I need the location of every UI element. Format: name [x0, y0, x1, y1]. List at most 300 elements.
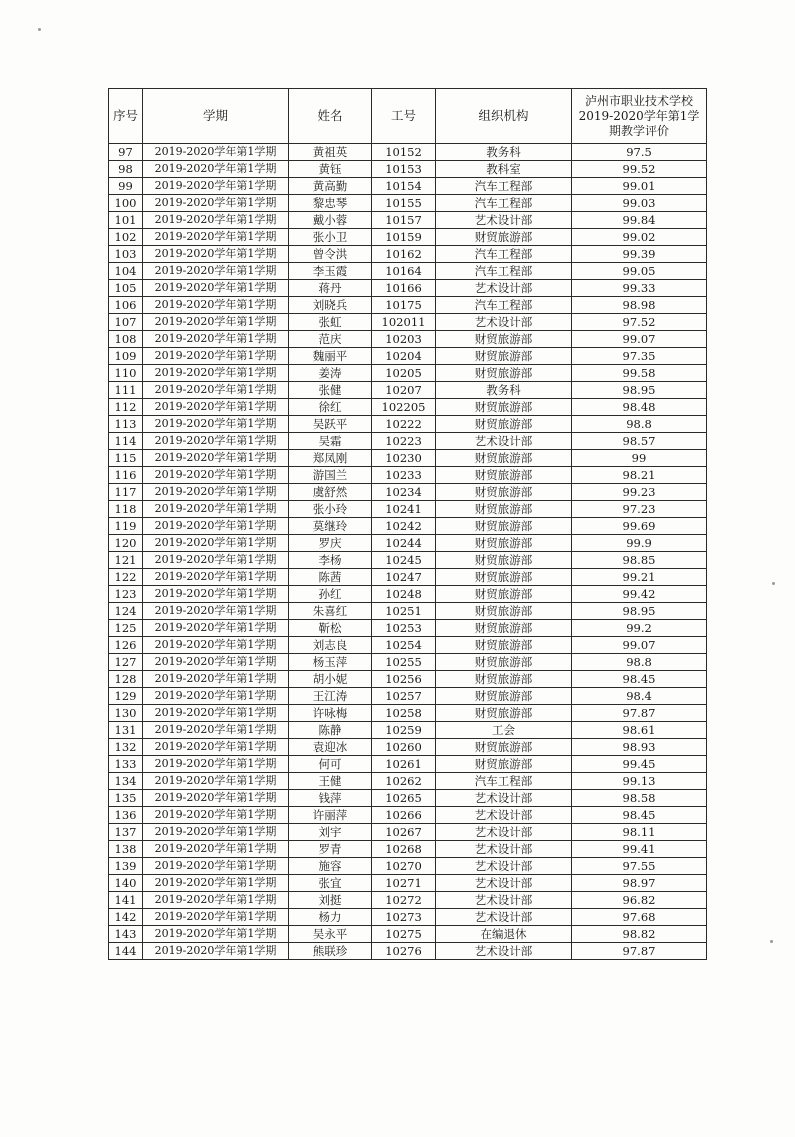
cell-org: 教务科	[436, 382, 572, 399]
cell-score: 98.82	[572, 926, 707, 943]
table-row	[109, 875, 707, 892]
cell-no: 100	[109, 195, 143, 212]
cell-org: 艺术设计部	[436, 892, 572, 909]
cell-id: 10205	[372, 365, 436, 382]
cell-name: 张虹	[289, 314, 372, 331]
cell-id: 10234	[372, 484, 436, 501]
cell-name: 张小卫	[289, 229, 372, 246]
cell-no: 120	[109, 535, 143, 552]
cell-term: 2019-2020学年第1学期	[143, 535, 289, 552]
table-row	[109, 450, 707, 467]
cell-score: 99.23	[572, 484, 707, 501]
cell-no: 137	[109, 824, 143, 841]
cell-name: 钱萍	[289, 790, 372, 807]
cell-id: 10253	[372, 620, 436, 637]
cell-score: 98.8	[572, 654, 707, 671]
cell-id: 10155	[372, 195, 436, 212]
table-row	[109, 892, 707, 909]
cell-name: 罗青	[289, 841, 372, 858]
cell-org: 财贸旅游部	[436, 569, 572, 586]
cell-term: 2019-2020学年第1学期	[143, 637, 289, 654]
cell-id: 10259	[372, 722, 436, 739]
cell-term: 2019-2020学年第1学期	[143, 807, 289, 824]
cell-no: 123	[109, 586, 143, 603]
cell-id: 10262	[372, 773, 436, 790]
cell-term: 2019-2020学年第1学期	[143, 212, 289, 229]
cell-score: 99	[572, 450, 707, 467]
cell-org: 财贸旅游部	[436, 467, 572, 484]
cell-score: 99.2	[572, 620, 707, 637]
cell-no: 143	[109, 926, 143, 943]
cell-term: 2019-2020学年第1学期	[143, 331, 289, 348]
table-row	[109, 467, 707, 484]
cell-org: 艺术设计部	[436, 314, 572, 331]
cell-id: 10271	[372, 875, 436, 892]
cell-score: 99.39	[572, 246, 707, 263]
cell-score: 97.87	[572, 943, 707, 960]
cell-id: 10272	[372, 892, 436, 909]
cell-score: 99.33	[572, 280, 707, 297]
cell-score: 97.5	[572, 144, 707, 161]
cell-score: 96.82	[572, 892, 707, 909]
table-row	[109, 569, 707, 586]
cell-name: 黄祖英	[289, 144, 372, 161]
scan-speck	[38, 28, 41, 31]
cell-term: 2019-2020学年第1学期	[143, 365, 289, 382]
cell-no: 144	[109, 943, 143, 960]
cell-score: 97.23	[572, 501, 707, 518]
cell-id: 10245	[372, 552, 436, 569]
cell-org: 艺术设计部	[436, 790, 572, 807]
cell-no: 105	[109, 280, 143, 297]
cell-name: 戴小蓉	[289, 212, 372, 229]
table-row	[109, 637, 707, 654]
cell-term: 2019-2020学年第1学期	[143, 280, 289, 297]
cell-no: 127	[109, 654, 143, 671]
cell-org: 财贸旅游部	[436, 229, 572, 246]
cell-score: 99.21	[572, 569, 707, 586]
cell-id: 10162	[372, 246, 436, 263]
cell-score: 98.45	[572, 807, 707, 824]
table-row	[109, 909, 707, 926]
cell-name: 罗庆	[289, 535, 372, 552]
header-id: 工号	[372, 89, 436, 144]
cell-term: 2019-2020学年第1学期	[143, 756, 289, 773]
cell-org: 汽车工程部	[436, 297, 572, 314]
cell-term: 2019-2020学年第1学期	[143, 620, 289, 637]
cell-id: 10175	[372, 297, 436, 314]
cell-no: 121	[109, 552, 143, 569]
cell-org: 汽车工程部	[436, 263, 572, 280]
cell-id: 10256	[372, 671, 436, 688]
cell-id: 10258	[372, 705, 436, 722]
cell-id: 10276	[372, 943, 436, 960]
cell-org: 汽车工程部	[436, 773, 572, 790]
cell-name: 杨玉萍	[289, 654, 372, 671]
cell-org: 在编退休	[436, 926, 572, 943]
cell-name: 许丽萍	[289, 807, 372, 824]
cell-name: 徐红	[289, 399, 372, 416]
cell-org: 艺术设计部	[436, 909, 572, 926]
cell-name: 莫继玲	[289, 518, 372, 535]
cell-name: 刘挺	[289, 892, 372, 909]
cell-name: 张宜	[289, 875, 372, 892]
table-row	[109, 790, 707, 807]
cell-id: 10207	[372, 382, 436, 399]
table-row	[109, 501, 707, 518]
cell-no: 107	[109, 314, 143, 331]
cell-org: 财贸旅游部	[436, 688, 572, 705]
cell-no: 142	[109, 909, 143, 926]
header-name: 姓名	[289, 89, 372, 144]
cell-term: 2019-2020学年第1学期	[143, 246, 289, 263]
cell-term: 2019-2020学年第1学期	[143, 399, 289, 416]
cell-term: 2019-2020学年第1学期	[143, 484, 289, 501]
cell-org: 艺术设计部	[436, 943, 572, 960]
cell-no: 99	[109, 178, 143, 195]
cell-org: 汽车工程部	[436, 195, 572, 212]
cell-score: 98.58	[572, 790, 707, 807]
cell-org: 艺术设计部	[436, 858, 572, 875]
cell-no: 136	[109, 807, 143, 824]
cell-name: 郑凤刚	[289, 450, 372, 467]
cell-id: 10267	[372, 824, 436, 841]
table-row	[109, 773, 707, 790]
cell-no: 125	[109, 620, 143, 637]
cell-id: 10248	[372, 586, 436, 603]
cell-score: 99.02	[572, 229, 707, 246]
cell-score: 99.05	[572, 263, 707, 280]
cell-id: 10166	[372, 280, 436, 297]
cell-no: 118	[109, 501, 143, 518]
cell-term: 2019-2020学年第1学期	[143, 433, 289, 450]
cell-term: 2019-2020学年第1学期	[143, 314, 289, 331]
cell-no: 122	[109, 569, 143, 586]
cell-score: 97.35	[572, 348, 707, 365]
cell-name: 孙红	[289, 586, 372, 603]
table-body	[109, 144, 707, 960]
cell-no: 101	[109, 212, 143, 229]
table-row	[109, 399, 707, 416]
cell-name: 黄钰	[289, 161, 372, 178]
cell-name: 李杨	[289, 552, 372, 569]
cell-org: 财贸旅游部	[436, 620, 572, 637]
cell-score: 97.52	[572, 314, 707, 331]
cell-term: 2019-2020学年第1学期	[143, 841, 289, 858]
cell-org: 艺术设计部	[436, 824, 572, 841]
cell-no: 133	[109, 756, 143, 773]
cell-name: 何可	[289, 756, 372, 773]
cell-score: 98.85	[572, 552, 707, 569]
cell-no: 109	[109, 348, 143, 365]
cell-no: 134	[109, 773, 143, 790]
cell-term: 2019-2020学年第1学期	[143, 178, 289, 195]
cell-score: 99.01	[572, 178, 707, 195]
cell-no: 108	[109, 331, 143, 348]
cell-term: 2019-2020学年第1学期	[143, 144, 289, 161]
cell-score: 98.4	[572, 688, 707, 705]
cell-name: 靳松	[289, 620, 372, 637]
cell-no: 98	[109, 161, 143, 178]
cell-id: 10273	[372, 909, 436, 926]
cell-name: 杨力	[289, 909, 372, 926]
cell-name: 王健	[289, 773, 372, 790]
table-row	[109, 331, 707, 348]
cell-id: 10275	[372, 926, 436, 943]
table-row	[109, 552, 707, 569]
cell-name: 刘志良	[289, 637, 372, 654]
cell-id: 10152	[372, 144, 436, 161]
header-row	[109, 89, 707, 144]
cell-score: 98.8	[572, 416, 707, 433]
table-row	[109, 535, 707, 552]
cell-id: 10254	[372, 637, 436, 654]
cell-name: 熊联珍	[289, 943, 372, 960]
cell-org: 财贸旅游部	[436, 671, 572, 688]
cell-term: 2019-2020学年第1学期	[143, 297, 289, 314]
cell-score: 99.13	[572, 773, 707, 790]
cell-id: 10257	[372, 688, 436, 705]
cell-score: 98.48	[572, 399, 707, 416]
cell-score: 98.97	[572, 875, 707, 892]
cell-name: 袁迎冰	[289, 739, 372, 756]
cell-no: 138	[109, 841, 143, 858]
cell-term: 2019-2020学年第1学期	[143, 263, 289, 280]
cell-org: 财贸旅游部	[436, 484, 572, 501]
cell-score: 98.98	[572, 297, 707, 314]
cell-name: 陈静	[289, 722, 372, 739]
table-row	[109, 586, 707, 603]
cell-id: 102205	[372, 399, 436, 416]
cell-name: 吴跃平	[289, 416, 372, 433]
cell-term: 2019-2020学年第1学期	[143, 161, 289, 178]
table-row	[109, 161, 707, 178]
cell-id: 10222	[372, 416, 436, 433]
cell-org: 财贸旅游部	[436, 603, 572, 620]
cell-name: 姜涛	[289, 365, 372, 382]
cell-term: 2019-2020学年第1学期	[143, 824, 289, 841]
table-row	[109, 824, 707, 841]
cell-score: 99.84	[572, 212, 707, 229]
cell-term: 2019-2020学年第1学期	[143, 348, 289, 365]
cell-org: 汽车工程部	[436, 178, 572, 195]
cell-term: 2019-2020学年第1学期	[143, 875, 289, 892]
cell-org: 财贸旅游部	[436, 756, 572, 773]
table-row	[109, 841, 707, 858]
cell-name: 王江涛	[289, 688, 372, 705]
cell-score: 99.42	[572, 586, 707, 603]
cell-term: 2019-2020学年第1学期	[143, 773, 289, 790]
cell-org: 财贸旅游部	[436, 552, 572, 569]
cell-id: 10247	[372, 569, 436, 586]
cell-no: 128	[109, 671, 143, 688]
cell-id: 10157	[372, 212, 436, 229]
cell-org: 财贸旅游部	[436, 518, 572, 535]
cell-score: 99.45	[572, 756, 707, 773]
cell-org: 财贸旅游部	[436, 637, 572, 654]
table-row	[109, 654, 707, 671]
cell-id: 10203	[372, 331, 436, 348]
table-row	[109, 484, 707, 501]
cell-term: 2019-2020学年第1学期	[143, 654, 289, 671]
cell-id: 10261	[372, 756, 436, 773]
scan-speck	[772, 582, 775, 585]
cell-score: 99.69	[572, 518, 707, 535]
cell-score: 97.55	[572, 858, 707, 875]
cell-score: 98.95	[572, 603, 707, 620]
cell-org: 财贸旅游部	[436, 501, 572, 518]
cell-name: 张健	[289, 382, 372, 399]
cell-org: 艺术设计部	[436, 875, 572, 892]
cell-term: 2019-2020学年第1学期	[143, 603, 289, 620]
cell-org: 艺术设计部	[436, 433, 572, 450]
cell-term: 2019-2020学年第1学期	[143, 518, 289, 535]
cell-score: 98.21	[572, 467, 707, 484]
cell-id: 10204	[372, 348, 436, 365]
cell-name: 黎忠琴	[289, 195, 372, 212]
cell-name: 张小玲	[289, 501, 372, 518]
cell-term: 2019-2020学年第1学期	[143, 416, 289, 433]
cell-name: 刘晓兵	[289, 297, 372, 314]
cell-no: 112	[109, 399, 143, 416]
cell-score: 97.68	[572, 909, 707, 926]
cell-name: 曾令洪	[289, 246, 372, 263]
cell-org: 财贸旅游部	[436, 739, 572, 756]
table-row	[109, 212, 707, 229]
cell-org: 财贸旅游部	[436, 416, 572, 433]
table-row	[109, 314, 707, 331]
cell-no: 129	[109, 688, 143, 705]
evaluation-table	[108, 88, 707, 960]
cell-org: 财贸旅游部	[436, 654, 572, 671]
cell-name: 陈茜	[289, 569, 372, 586]
cell-score: 98.61	[572, 722, 707, 739]
cell-term: 2019-2020学年第1学期	[143, 943, 289, 960]
table-row	[109, 807, 707, 824]
cell-org: 财贸旅游部	[436, 331, 572, 348]
header-eval: 泸州市职业技术学校2019-2020学年第1学期教学评价	[572, 89, 707, 144]
cell-id: 102011	[372, 314, 436, 331]
cell-id: 10268	[372, 841, 436, 858]
cell-no: 141	[109, 892, 143, 909]
table-row	[109, 297, 707, 314]
cell-no: 126	[109, 637, 143, 654]
cell-name: 胡小妮	[289, 671, 372, 688]
cell-term: 2019-2020学年第1学期	[143, 909, 289, 926]
cell-no: 116	[109, 467, 143, 484]
header-org: 组织机构	[436, 89, 572, 144]
cell-id: 10244	[372, 535, 436, 552]
cell-term: 2019-2020学年第1学期	[143, 705, 289, 722]
cell-term: 2019-2020学年第1学期	[143, 722, 289, 739]
cell-id: 10265	[372, 790, 436, 807]
cell-id: 10159	[372, 229, 436, 246]
table-row	[109, 195, 707, 212]
cell-name: 游国兰	[289, 467, 372, 484]
table-row	[109, 858, 707, 875]
cell-score: 99.07	[572, 331, 707, 348]
cell-org: 工会	[436, 722, 572, 739]
cell-id: 10153	[372, 161, 436, 178]
cell-term: 2019-2020学年第1学期	[143, 892, 289, 909]
cell-name: 蒋丹	[289, 280, 372, 297]
cell-name: 吴永平	[289, 926, 372, 943]
cell-org: 教务科	[436, 144, 572, 161]
table-row	[109, 280, 707, 297]
cell-org: 财贸旅游部	[436, 348, 572, 365]
table-row	[109, 229, 707, 246]
cell-term: 2019-2020学年第1学期	[143, 501, 289, 518]
cell-term: 2019-2020学年第1学期	[143, 739, 289, 756]
cell-id: 10251	[372, 603, 436, 620]
cell-score: 98.57	[572, 433, 707, 450]
cell-term: 2019-2020学年第1学期	[143, 569, 289, 586]
cell-no: 135	[109, 790, 143, 807]
cell-no: 106	[109, 297, 143, 314]
cell-id: 10241	[372, 501, 436, 518]
cell-term: 2019-2020学年第1学期	[143, 858, 289, 875]
cell-org: 财贸旅游部	[436, 535, 572, 552]
cell-no: 139	[109, 858, 143, 875]
cell-term: 2019-2020学年第1学期	[143, 195, 289, 212]
cell-no: 124	[109, 603, 143, 620]
cell-org: 财贸旅游部	[436, 399, 572, 416]
cell-term: 2019-2020学年第1学期	[143, 229, 289, 246]
cell-name: 许咏梅	[289, 705, 372, 722]
cell-id: 10223	[372, 433, 436, 450]
cell-org: 教科室	[436, 161, 572, 178]
cell-org: 财贸旅游部	[436, 586, 572, 603]
cell-score: 99.58	[572, 365, 707, 382]
cell-id: 10266	[372, 807, 436, 824]
cell-score: 99.03	[572, 195, 707, 212]
cell-score: 98.93	[572, 739, 707, 756]
table-row	[109, 178, 707, 195]
cell-no: 113	[109, 416, 143, 433]
cell-org: 财贸旅游部	[436, 705, 572, 722]
cell-org: 艺术设计部	[436, 807, 572, 824]
cell-term: 2019-2020学年第1学期	[143, 926, 289, 943]
cell-no: 102	[109, 229, 143, 246]
table-row	[109, 620, 707, 637]
cell-id: 10242	[372, 518, 436, 535]
cell-term: 2019-2020学年第1学期	[143, 467, 289, 484]
table-row	[109, 416, 707, 433]
table-row	[109, 518, 707, 535]
table-row	[109, 348, 707, 365]
cell-score: 99.41	[572, 841, 707, 858]
cell-score: 98.95	[572, 382, 707, 399]
cell-score: 98.45	[572, 671, 707, 688]
cell-org: 财贸旅游部	[436, 450, 572, 467]
cell-no: 104	[109, 263, 143, 280]
cell-no: 131	[109, 722, 143, 739]
header-term: 学期	[143, 89, 289, 144]
cell-term: 2019-2020学年第1学期	[143, 382, 289, 399]
cell-id: 10260	[372, 739, 436, 756]
cell-no: 132	[109, 739, 143, 756]
table-row	[109, 756, 707, 773]
cell-no: 114	[109, 433, 143, 450]
cell-id: 10255	[372, 654, 436, 671]
table-row	[109, 705, 707, 722]
cell-no: 115	[109, 450, 143, 467]
table-row	[109, 739, 707, 756]
cell-term: 2019-2020学年第1学期	[143, 450, 289, 467]
cell-id: 10164	[372, 263, 436, 280]
cell-no: 111	[109, 382, 143, 399]
cell-name: 魏丽平	[289, 348, 372, 365]
